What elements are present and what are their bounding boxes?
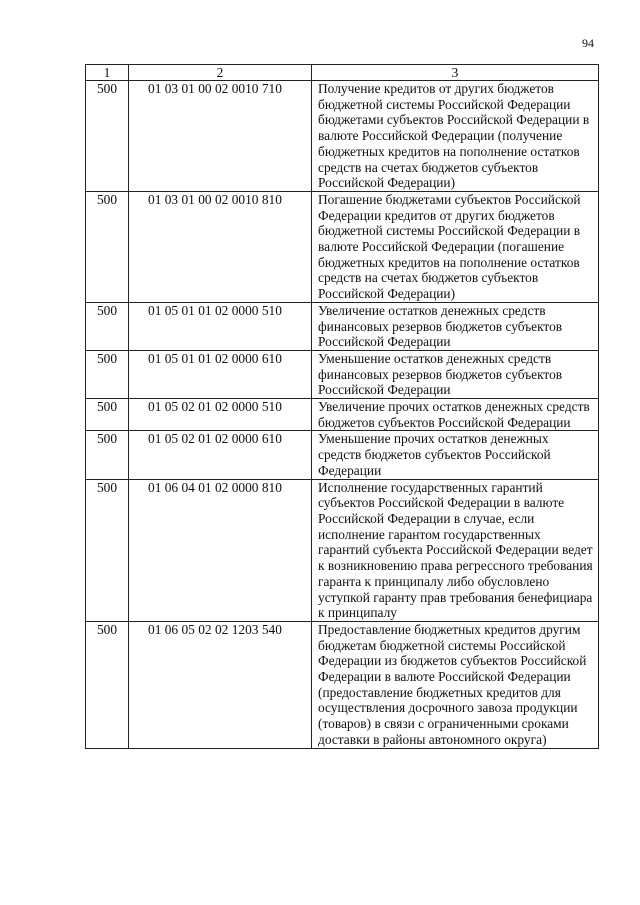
classification-code-cell: 01 03 01 00 02 0010 710: [129, 81, 312, 192]
table-row: [86, 431, 599, 479]
table-header: [86, 65, 599, 81]
table-row: [86, 621, 599, 748]
admin-code-cell: 500: [86, 621, 129, 748]
name-cell: Предоставление бюджетных кредитов другим бюджетам бюджетной системы Российской Федерации из бюджетов субъектов Российской Федерации в валюте Российской Федерации (предоставление бюджетных кредитов для осуществления досрочного завоза продукции (товаров) в связи с ограниченными сроками доставки в районы автономного округа): [312, 621, 599, 748]
admin-code-cell: 500: [86, 302, 129, 350]
table-body: [86, 81, 599, 749]
name-cell: Увеличение остатков денежных средств финансовых резервов бюджетов субъектов Российской Федерации: [312, 302, 599, 350]
name-cell: Погашение бюджетами субъектов Российской Федерации кредитов от других бюджетов бюджетной системы Российской Федерации в валюте Российской Федерации (погашение бюджетных кредитов на пополнение остатков средств на счетах бюджетов субъектов Российской Федерации): [312, 191, 599, 302]
budget-classification-table: [85, 64, 599, 749]
classification-code-cell: 01 03 01 00 02 0010 810: [129, 191, 312, 302]
admin-code-cell: 500: [86, 191, 129, 302]
classification-code-cell: 01 06 04 01 02 0000 810: [129, 479, 312, 621]
table-row: [86, 302, 599, 350]
column-header-3: 3: [312, 65, 599, 81]
page-number: 94: [582, 36, 594, 50]
admin-code-cell: 500: [86, 431, 129, 479]
table-row: [86, 399, 599, 431]
column-header-2: 2: [129, 65, 312, 81]
name-cell: Исполнение государственных гарантий субъектов Российской Федерации в валюте Российской Федерации в случае, если исполнение гарантом государственных гарантий субъекта Российской Федерации ведет к возникновению права регрессного требования гаранта к принципалу либо обусловлено уступкой гаранту прав требования бенефициара к принципалу: [312, 479, 599, 621]
admin-code-cell: 500: [86, 399, 129, 431]
classification-code-cell: 01 05 02 01 02 0000 510: [129, 399, 312, 431]
classification-code-cell: 01 05 01 01 02 0000 510: [129, 302, 312, 350]
admin-code-cell: 500: [86, 350, 129, 398]
classification-code-cell: 01 06 05 02 02 1203 540: [129, 621, 312, 748]
table-row: [86, 191, 599, 302]
header-row: [86, 65, 599, 81]
table-row: [86, 350, 599, 398]
admin-code-cell: 500: [86, 479, 129, 621]
admin-code-cell: 500: [86, 81, 129, 192]
column-header-1: 1: [86, 65, 129, 81]
name-cell: Уменьшение прочих остатков денежных средств бюджетов субъектов Российской Федерации: [312, 431, 599, 479]
name-cell: Получение кредитов от других бюджетов бюджетной системы Российской Федерации бюджетами субъектов Российской Федерации в валюте Российской Федерации (получение бюджетных кредитов на пополнение остатков средств на счетах бюджетов субъектов Российской Федерации): [312, 81, 599, 192]
name-cell: Увеличение прочих остатков денежных средств бюджетов субъектов Российской Федерации: [312, 399, 599, 431]
name-cell: Уменьшение остатков денежных средств финансовых резервов бюджетов субъектов Российской Федерации: [312, 350, 599, 398]
table-row: [86, 479, 599, 621]
table-row: [86, 81, 599, 192]
classification-code-cell: 01 05 02 01 02 0000 610: [129, 431, 312, 479]
classification-code-cell: 01 05 01 01 02 0000 610: [129, 350, 312, 398]
